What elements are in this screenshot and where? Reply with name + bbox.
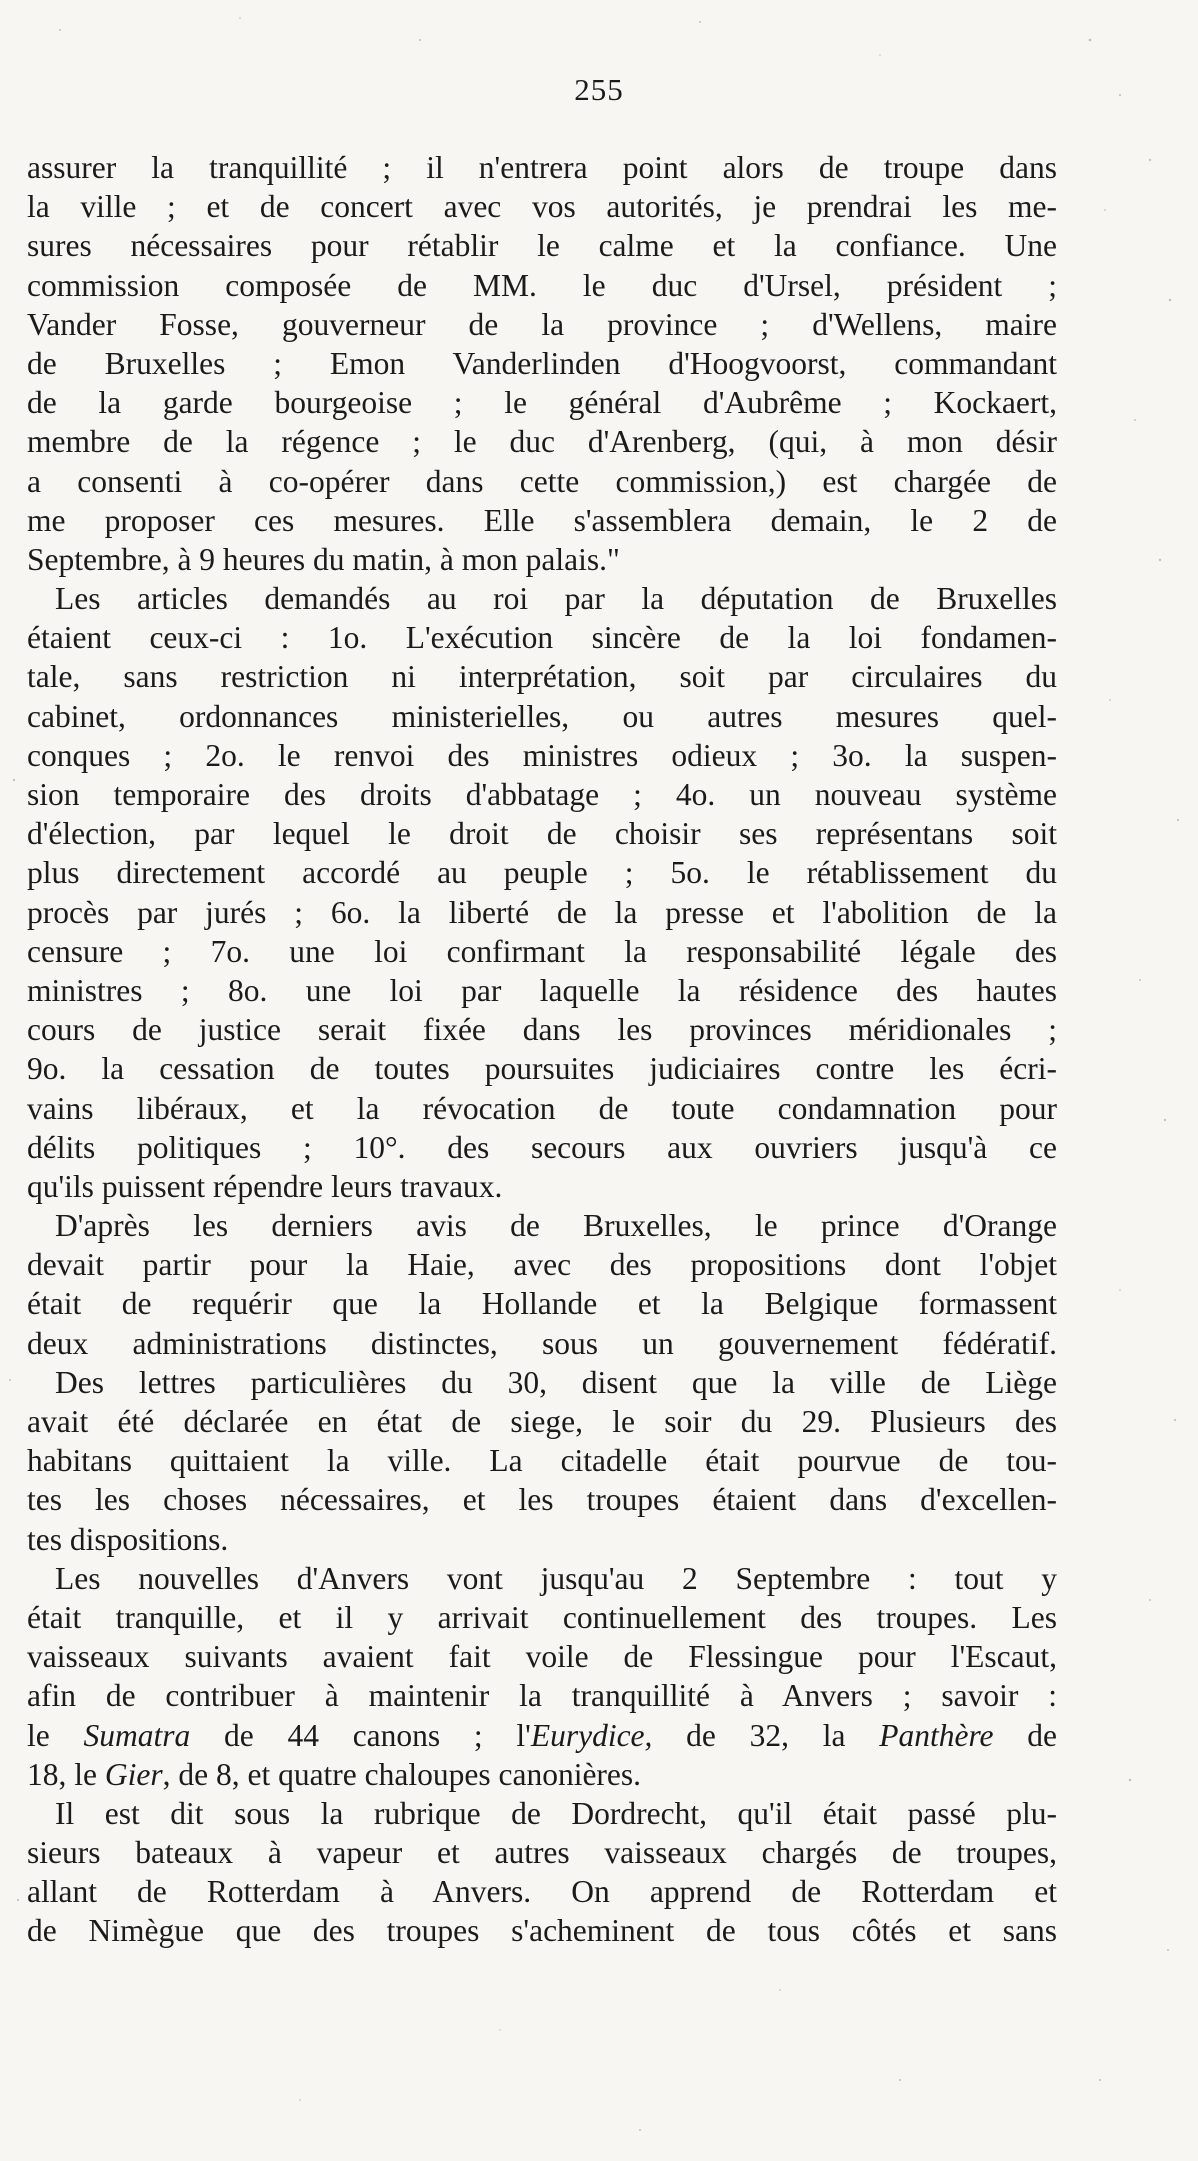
text-line: afin de contribuer à maintenir la tranquillité à Anvers ; savoir : xyxy=(27,1678,1057,1714)
text-line: commission composée de MM. le duc d'Ursel, président ; xyxy=(27,267,1057,303)
text-line: sures nécessaires pour rétablir le calme et la confiance. Une xyxy=(27,228,1057,264)
text-line: tale, sans restriction ni interprétation, soit par circulaires du xyxy=(27,659,1057,695)
text-line: Des lettres particulières du 30, disent que la ville de Liège xyxy=(55,1364,1057,1400)
paragraph-6 xyxy=(27,1794,1057,1951)
text-line: vains libéraux, et la révocation de toute condamnation pour xyxy=(27,1090,1057,1126)
paragraph-2 xyxy=(27,579,1057,1206)
paragraph-4 xyxy=(27,1363,1057,1559)
ship-name: Sumatra xyxy=(83,1717,191,1753)
ship-name: Gier xyxy=(104,1756,163,1792)
text-line: plus directement accordé au peuple ; 5o. le rétablissement du xyxy=(27,855,1057,891)
text-line: Les articles demandés au roi par la députation de Bruxelles xyxy=(55,581,1057,617)
body-text xyxy=(27,148,1057,1951)
text-line: sieurs bateaux à vapeur et autres vaisseaux chargés de troupes, xyxy=(27,1835,1057,1871)
text-line: était de requérir que la Hollande et la Belgique formassent xyxy=(27,1286,1057,1322)
text-line: cabinet, ordonnances ministerielles, ou autres mesures quel- xyxy=(27,698,1057,734)
text-line: Septembre, à 9 heures du matin, à mon palais." xyxy=(27,541,620,577)
text-line: de la garde bourgeoise ; le général d'Aubrême ; Kockaert, xyxy=(27,385,1057,421)
text-line: me proposer ces mesures. Elle s'assemblera demain, le 2 de xyxy=(27,502,1057,538)
text-fragment: , de 8, et quatre chaloupes canonières. xyxy=(162,1756,642,1792)
page-number: 255 xyxy=(574,72,624,107)
text-line: devait partir pour la Haie, avec des propositions dont l'objet xyxy=(27,1247,1057,1283)
text-line: étaient ceux-ci : 1o. L'exécution sincère de la loi fondamen- xyxy=(27,620,1057,656)
text-line: assurer la tranquillité ; il n'entrera point alors de troupe dans xyxy=(27,150,1057,185)
text-line: Les nouvelles d'Anvers vont jusqu'au 2 Septembre : tout y xyxy=(55,1560,1057,1596)
text-line: Vander Fosse, gouverneur de la province ; d'Wellens, maire xyxy=(27,306,1057,342)
text-line: deux administrations distinctes, sous un gouvernement fédératif. xyxy=(27,1325,1057,1361)
text-fragment: 18, le xyxy=(27,1756,105,1792)
paragraph-5 xyxy=(27,1559,1057,1794)
text-line: délits politiques ; 10°. des secours aux ouvriers jusqu'à ce xyxy=(27,1129,1057,1165)
text-line: habitans quittaient la ville. La citadelle était pourvue de tou- xyxy=(27,1443,1057,1479)
text-line: Il est dit sous la rubrique de Dordrecht, qu'il était passé plu- xyxy=(55,1795,1057,1831)
text-line: vaisseaux suivants avaient fait voile de Flessingue pour l'Escaut, xyxy=(27,1639,1057,1675)
text-line-ships xyxy=(27,1716,1057,1755)
text-line: censure ; 7o. une loi confirmant la responsabilité légale des xyxy=(27,933,1057,969)
text-fragment: de 44 canons ; l' xyxy=(190,1717,531,1753)
text-line: de Bruxelles ; Emon Vanderlinden d'Hoogvoorst, commandant xyxy=(27,345,1057,381)
text-line: conques ; 2o. le renvoi des ministres odieux ; 3o. la suspen- xyxy=(27,737,1057,773)
text-line: d'élection, par lequel le droit de choisir ses représentans soit xyxy=(27,816,1057,852)
paragraph-1 xyxy=(27,148,1057,579)
text-line: de Nimègue que des troupes s'acheminent de tous côtés et sans xyxy=(27,1913,1057,1949)
text-line: qu'ils puissent répendre leurs travaux. xyxy=(27,1168,503,1204)
text-fragment: le xyxy=(27,1717,84,1753)
ship-name: Panthère xyxy=(879,1717,994,1753)
text-line: sion temporaire des droits d'abbatage ; 4o. un nouveau système xyxy=(27,777,1057,812)
text-line: cours de justice serait fixée dans les provinces méridionales ; xyxy=(27,1012,1057,1048)
text-line: procès par jurés ; 6o. la liberté de la presse et l'abolition de la xyxy=(27,894,1057,930)
ship-name: Eurydice, xyxy=(530,1717,653,1753)
text-line: D'après les derniers avis de Bruxelles, le prince d'Orange xyxy=(55,1208,1057,1244)
text-fragment: de xyxy=(993,1717,1058,1753)
text-line: membre de la régence ; le duc d'Arenberg, (qui, à mon désir xyxy=(27,424,1057,460)
text-line: était tranquille, et il y arrivait continuellement des troupes. Les xyxy=(27,1599,1057,1635)
text-line: tes dispositions. xyxy=(27,1521,229,1557)
text-line-ships xyxy=(27,1755,1057,1794)
text-line: avait été déclarée en état de siege, le soir du 29. Plusieurs des xyxy=(27,1404,1057,1439)
paragraph-3 xyxy=(27,1206,1057,1363)
text-fragment: de 32, la xyxy=(652,1717,880,1753)
text-line: la ville ; et de concert avec vos autorités, je prendrai les me- xyxy=(27,189,1057,225)
text-line: tes les choses nécessaires, et les troupes étaient dans d'excellen- xyxy=(27,1482,1057,1518)
text-line: allant de Rotterdam à Anvers. On apprend de Rotterdam et xyxy=(27,1874,1057,1910)
text-line: a consenti à co-opérer dans cette commission,) est chargée de xyxy=(27,463,1057,499)
text-line: ministres ; 8o. une loi par laquelle la résidence des hautes xyxy=(27,972,1057,1008)
text-line: 9o. la cessation de toutes poursuites judiciaires contre les écri- xyxy=(27,1051,1057,1087)
